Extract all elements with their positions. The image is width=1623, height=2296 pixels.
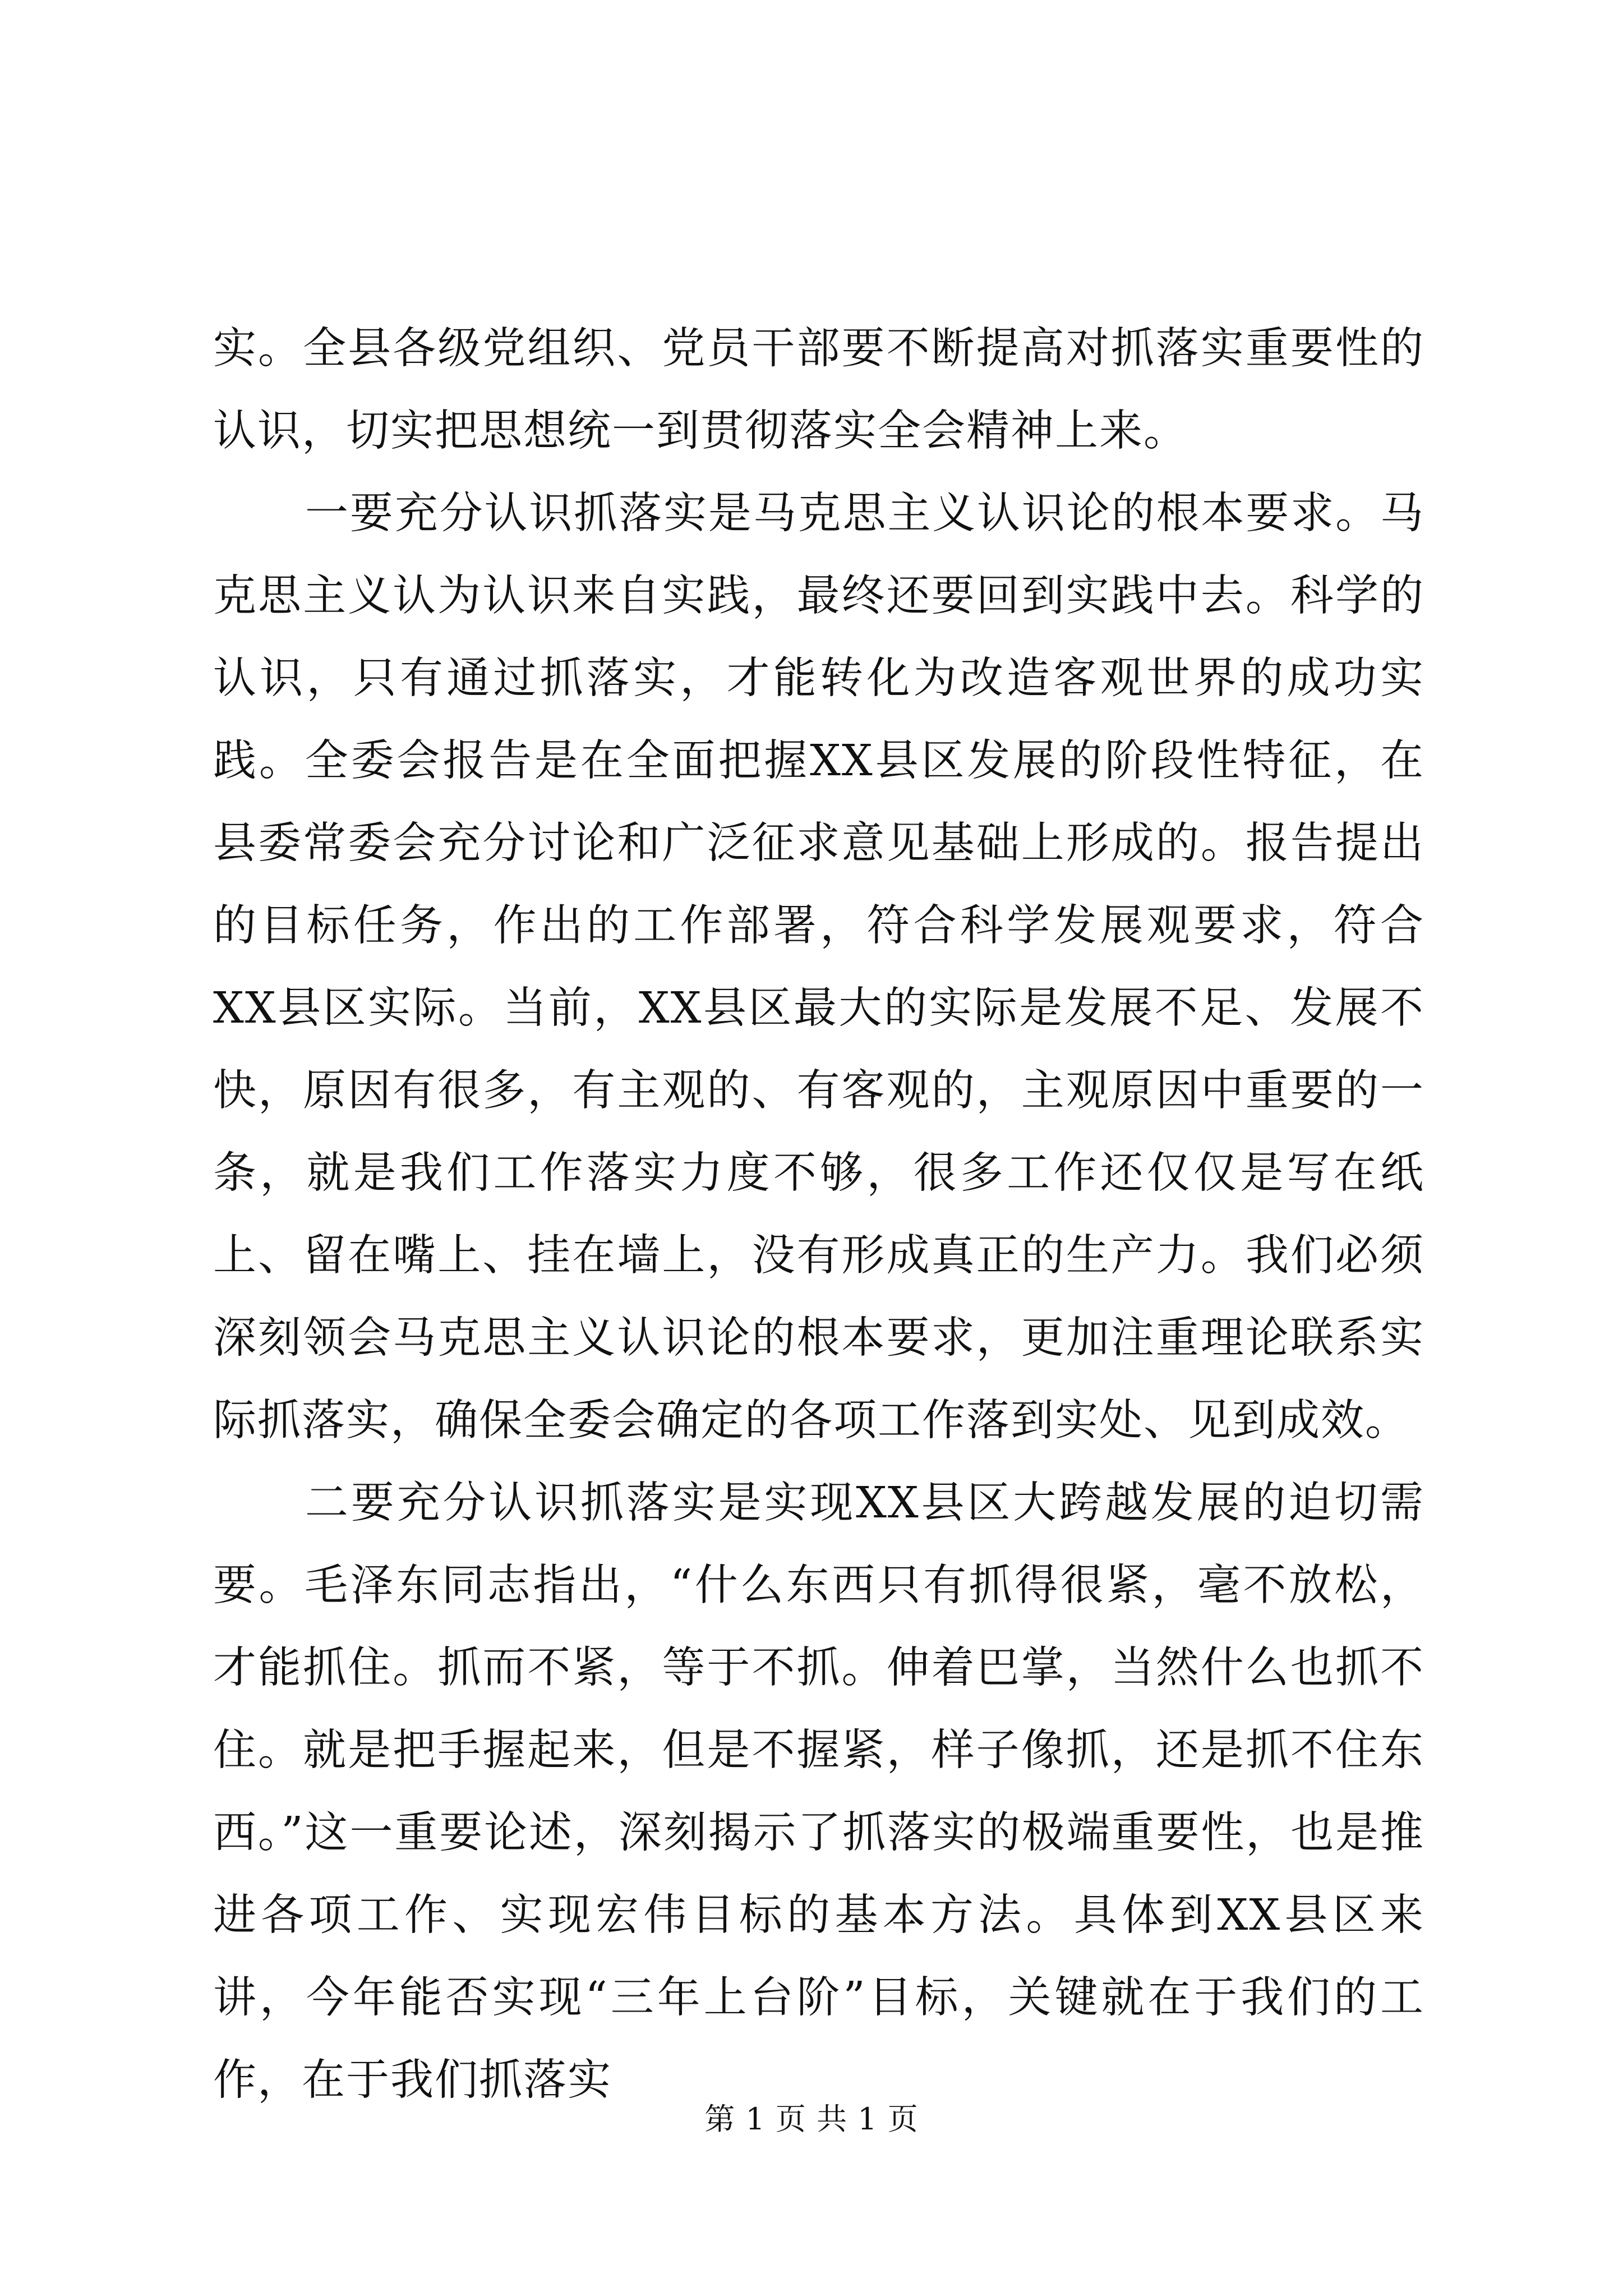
paragraph-second-requirement: 二要充分认识抓落实是实现XX县区大跨越发展的迫切需要。毛泽东同志指出，“什么东西只有抓得很紧，毫不放松，才能抓住。抓而不紧，等于不抓。伸着巴掌，当然什么也抓不住。就是把手握起来，但是不握紧，样子像抓，还是抓不住东西。”这一重要论述，深刻揭示了抓落实的极端重要性，也是推进各项工作、实现宏伟目标的基本方法。具体到XX县区来讲，今年能否实现“三年上台阶”目标，关键就在于我们的工作，在于我们抓落实 [213, 1478, 1424, 2105]
paragraph-first-requirement: 一要充分认识抓落实是马克思主义认识论的根本要求。马克思主义认为认识来自实践，最终还要回到实践中去。科学的认识，只有通过抓落实，才能转化为改造客观世界的成功实践。全委会报告是在全面把握XX县区发展的阶段性特征，在县委常委会充分讨论和广泛征求意见基础上形成的。报告提出的目标任务，作出的工作部署，符合科学发展观要求，符合XX县区实际。当前，XX县区最大的实际是发展不足、发展不快，原因有很多，有主观的、有客观的，主观原因中重要的一条，就是我们工作落实力度不够，很多工作还仅仅是写在纸上、留在嘴上、挂在墙上，没有形成真正的生产力。我们必须深刻领会马克思主义认识论的根本要求，更加注重理论联系实际抓落实，确保全委会确定的各项工作落到实处、见到成效。 [213, 489, 1424, 1446]
paragraph-continuation: 实。全县各级党组织、党员干部要不断提高对抓落实重要性的认识，切实把思想统一到贯彻落实全会精神上来。 [213, 324, 1424, 456]
page-footer: 第 1 页 共 1 页 [704, 2101, 919, 2137]
document-body [213, 307, 1424, 2122]
